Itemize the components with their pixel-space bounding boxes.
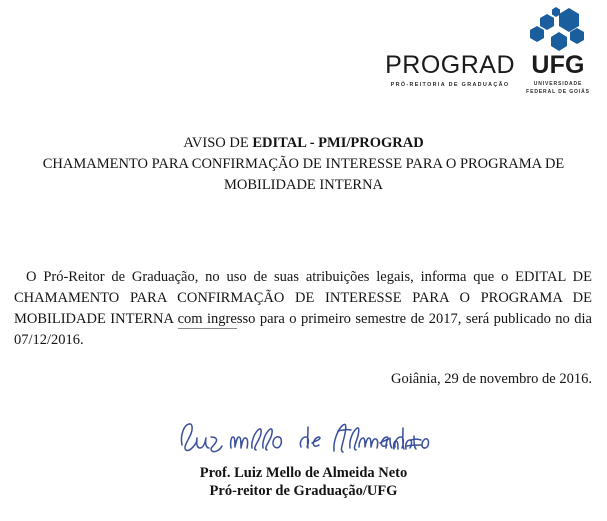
ufg-subtitle-line1: UNIVERSIDADE xyxy=(533,81,583,87)
date-line: Goiânia, 29 de novembro de 2016. xyxy=(391,371,592,387)
title-line-3: MOBILIDADE INTERNA xyxy=(223,177,384,193)
signature-block xyxy=(0,415,607,500)
prograd-logo xyxy=(385,53,515,96)
ufg-logo xyxy=(527,6,589,96)
ufg-hexagon-cluster-icon xyxy=(529,6,587,52)
ufg-subtitle-line2: FEDERAL DE GOIÁS xyxy=(526,88,590,95)
body-paragraph xyxy=(14,267,592,351)
title-line-1-prefix: AVISO DE xyxy=(183,135,253,151)
title-line-1 xyxy=(28,133,579,154)
handwritten-signature-icon xyxy=(178,415,430,461)
signatory-role: Pró-reitor de Graduação/UFG xyxy=(209,483,398,499)
body-underlined-fragment: com ingre xyxy=(177,310,237,327)
prograd-subtitle: PRÓ-REITORIA DE GRADUAÇÃO xyxy=(390,82,510,88)
title-line-2: CHAMAMENTO PARA CONFIRMAÇÃO DE INTERESSE PARA O PROGRAMA DE xyxy=(42,156,565,172)
ufg-wordmark: UFG xyxy=(531,51,585,79)
prograd-wordmark: PROGRAD xyxy=(385,51,515,79)
page-title xyxy=(28,133,579,196)
body-segment-2: sso para o primeiro semestre de 2017, será publicado no dia 07/12/2016. xyxy=(14,310,592,348)
body-segment-1: O Pró-Reitor de Graduação, no uso de suas atribuições legais, informa que o EDITAL DE CHAMAMENTO PARA CONFIRMAÇÃO DE INTERESSE PARA O PROGRAMA DE MOBILIDADE INTERNA xyxy=(14,268,592,327)
ufg-subtitle xyxy=(526,81,590,96)
title-line-1-edital: EDITAL - PMI/PROGRAD xyxy=(252,135,424,151)
signatory-name: Prof. Luiz Mello de Almeida Neto xyxy=(199,465,408,481)
document-header xyxy=(385,6,589,96)
